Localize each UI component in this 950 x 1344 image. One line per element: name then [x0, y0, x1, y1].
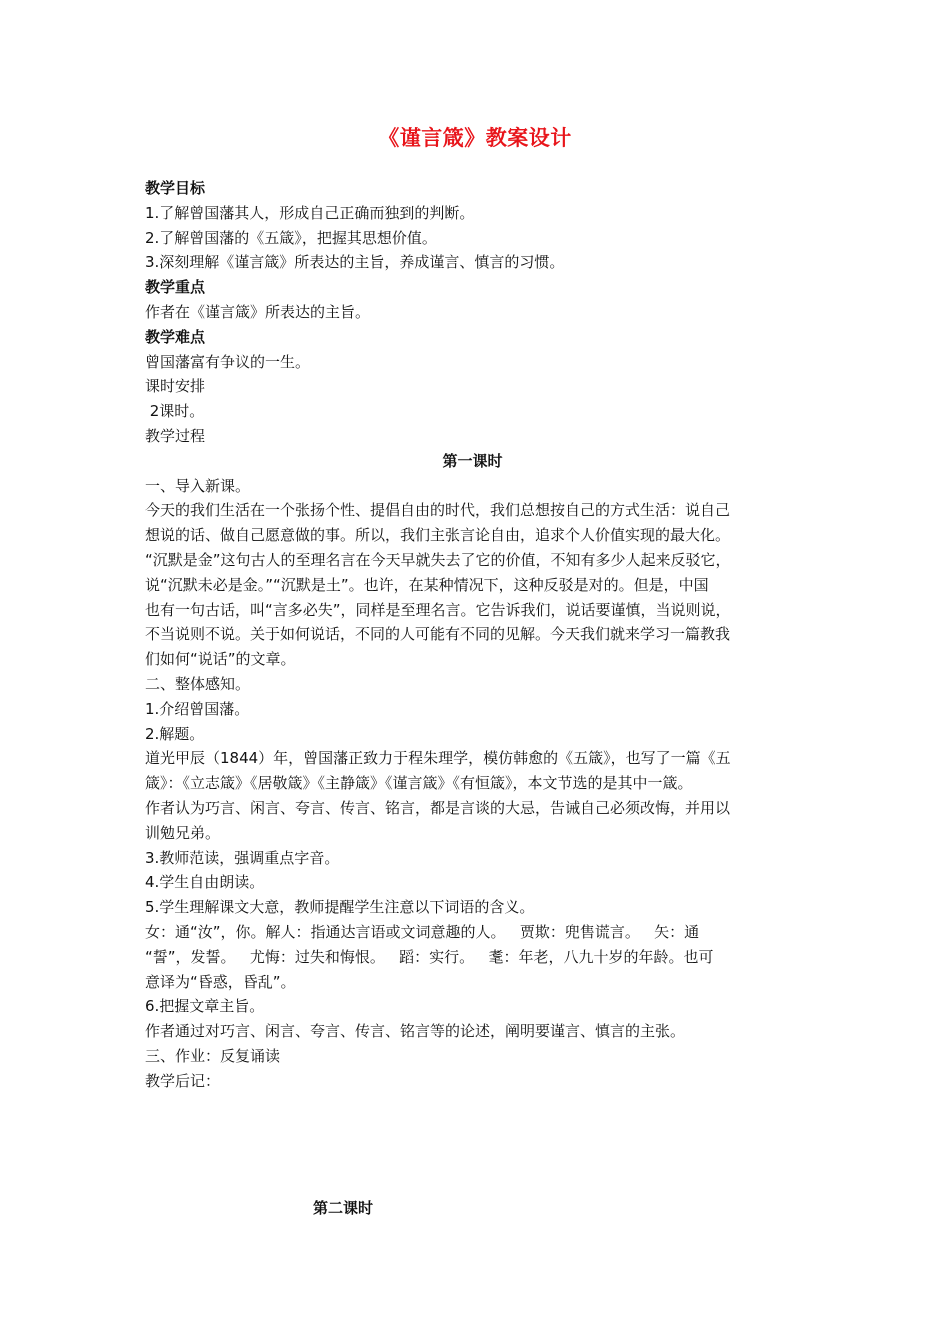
- difficulty-text: 曾国藩富有争议的一生。: [145, 352, 311, 371]
- step-item: 6.把握文章主旨。: [145, 997, 265, 1016]
- vocab-line: “誓”，发誓。 尤悔：过失和悔恨。 蹈：实行。 耄：年老，八九十岁的年龄。也可: [145, 947, 714, 966]
- lesson1-heading: 第一课时: [442, 451, 503, 470]
- document-body: [145, 176, 810, 1093]
- step2-line: 箴》：《立志箴》《居敬箴》《主静箴》《谨言箴》《有恒箴》，本文节选的是其中一箴。: [145, 774, 693, 793]
- step-item: 1.介绍曾国藩。: [145, 699, 250, 718]
- intro-line: 也有一句古话，叫“言多必失”，同样是至理名言。它告诉我们，说话要谨慎，当说则说，: [145, 600, 731, 619]
- step2-line: 道光甲辰（1844）年，曾国藩正致力于程朱理学，模仿韩愈的《五箴》，也写了一篇《五: [145, 749, 731, 768]
- vocab-line: 女：通“汝”，你。解人：指通达言语或文词意趣的人。 贾欺：兜售谎言。 矢：通: [145, 922, 700, 941]
- schedule-text: 2课时。: [145, 402, 205, 421]
- intro-line: 想说的话、做自己愿意做的事。所以，我们主张言论自由，追求个人价值实现的最大化。: [145, 526, 731, 545]
- difficulty-heading: 教学难点: [145, 327, 206, 346]
- document-title: 《谨言箴》教案设计: [378, 126, 572, 150]
- goal-item: 3.深刻理解《谨言箴》所表达的主旨，养成谨言、慎言的习惯。: [145, 253, 565, 272]
- step-item: 2.解题。: [145, 724, 205, 743]
- intro-line: “沉默是金”这句古人的至理名言在今天早就失去了它的价值，不知有多少人起来反驳它，: [145, 550, 731, 569]
- vocab-line: 意译为“昏惑，昏乱”。: [145, 972, 296, 991]
- homework-heading: 三、作业：反复诵读: [145, 1046, 281, 1065]
- theme-text: 作者通过对巧言、闲言、夸言、传言、铭言等的论述，阐明要谨言、慎言的主张。: [145, 1022, 686, 1041]
- step2-line: 作者认为巧言、闲言、夸言、传言、铭言，都是言谈的大忌，告诫自己必须改悔，并用以: [145, 798, 731, 817]
- intro-line: 说“沉默未必是金。”“沉默是土”。也许，在某种情况下，这种反驳是对的。但是，中国: [145, 575, 709, 594]
- step2-line: 训勉兄弟。: [145, 823, 221, 842]
- overview-heading: 二、整体感知。: [145, 674, 251, 693]
- focus-heading: 教学重点: [145, 278, 206, 297]
- lesson2-heading: 第二课时: [313, 1199, 374, 1217]
- afterword-label: 教学后记：: [145, 1071, 221, 1090]
- intro-line: 不当说则不说。关于如何说话，不同的人可能有不同的见解。今天我们就来学习一篇教我: [145, 625, 731, 644]
- step-item: 3.教师范读，强调重点字音。: [145, 848, 340, 867]
- intro-line: 们如何“说话”的文章。: [145, 650, 296, 669]
- goal-item: 2.了解曾国藩的《五箴》，把握其思想价值。: [145, 228, 437, 247]
- intro-heading: 一、导入新课。: [145, 476, 251, 495]
- goals-heading: 教学目标: [145, 179, 206, 197]
- intro-line: 今天的我们生活在一个张扬个性、提倡自由的时代，我们总想按自己的方式生活：说自己: [145, 501, 731, 520]
- process-heading: 教学过程: [145, 426, 206, 445]
- step-item: 5.学生理解课文大意，教师提醒学生注意以下词语的含义。: [145, 898, 535, 917]
- schedule-heading: 课时安排: [145, 377, 206, 396]
- step-item: 4.学生自由朗读。: [145, 873, 265, 892]
- goal-item: 1.了解曾国藩其人，形成自己正确而独到的判断。: [145, 203, 475, 222]
- focus-text: 作者在《谨言箴》所表达的主旨。: [145, 302, 371, 321]
